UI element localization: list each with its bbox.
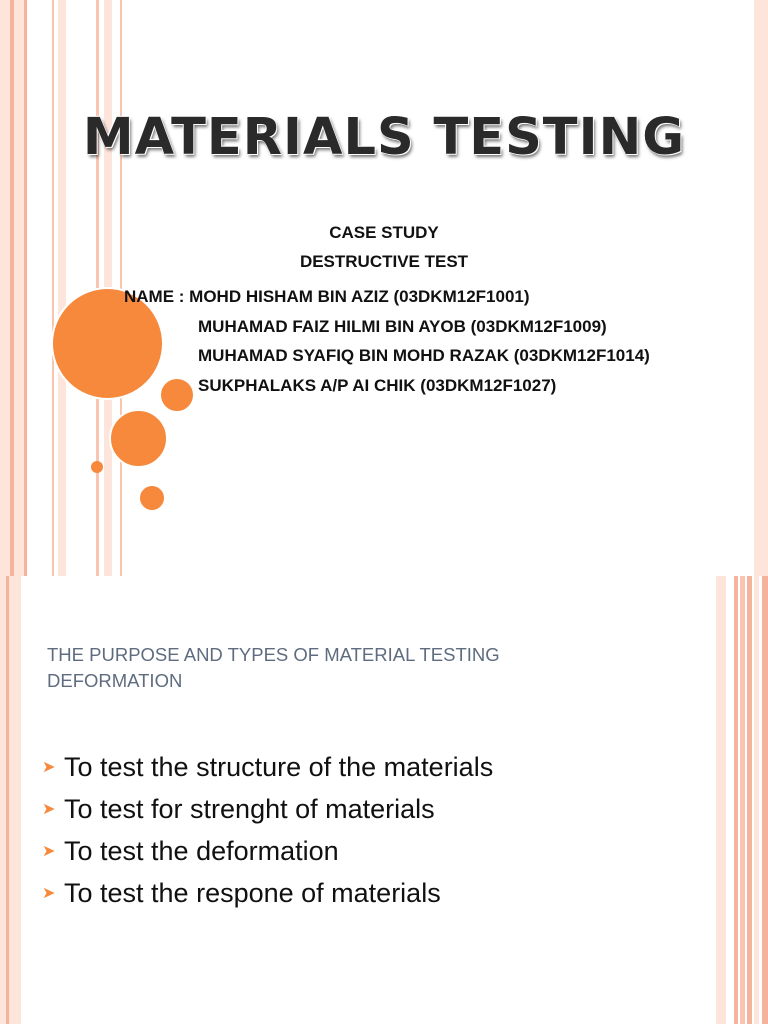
list-item [42,872,493,914]
decorative-stripe [762,576,768,1024]
decorative-stripe [52,0,54,576]
bullet-list [42,746,493,914]
decorative-stripe [740,576,745,1024]
list-item [42,830,493,872]
subtitle-destructive-test: DESTRUCTIVE TEST [299,252,469,271]
heading-line: THE PURPOSE AND TYPES OF MATERIAL TESTING [47,644,500,665]
heading-line: DEFORMATION [47,670,183,691]
medium-circle-icon [109,409,168,468]
arrowhead-bullet-icon: ➤ [42,843,56,860]
small-circle-icon [139,485,165,511]
list-item [42,788,493,830]
purpose-slide [0,576,768,1024]
author-list [124,282,650,400]
arrowhead-bullet-icon: ➤ [42,801,56,818]
author-name: MUHAMAD SYAFIQ BIN MOHD RAZAK (03DKM12F1014) [198,346,650,365]
decorative-stripe [754,576,759,1024]
decorative-stripe [747,576,752,1024]
bullet-text: To test the structure of the materials [64,751,494,782]
decorative-stripe [9,576,21,1024]
bullet-text: To test the respone of materials [64,877,441,908]
arrowhead-bullet-icon: ➤ [42,885,56,902]
decorative-stripe [0,0,10,576]
subtitle-case-study: CASE STUDY [329,223,439,242]
author-name: SUKPHALAKS A/P AI CHIK (03DKM12F1027) [198,375,557,395]
decorative-stripe [14,0,24,576]
author-name: MUHAMAD FAIZ HILMI BIN AYOB (03DKM12F1009) [198,316,607,336]
slide-heading [47,642,667,694]
bullet-text: To test for strenght of materials [64,793,435,824]
decorative-stripe [734,576,738,1024]
decorative-stripe [58,0,66,576]
slide-title: MATERIALS TESTING [82,108,686,167]
author-name: NAME : MOHD HISHAM BIN AZIZ (03DKM12F1001) [124,287,530,306]
arrowhead-bullet-icon: ➤ [42,759,56,776]
tiny-circle-icon [91,461,103,473]
decorative-stripe [24,0,27,576]
decorative-stripe [754,0,768,576]
bullet-text: To test the deformation [64,835,339,866]
list-item [42,746,493,788]
decorative-stripe [716,576,726,1024]
